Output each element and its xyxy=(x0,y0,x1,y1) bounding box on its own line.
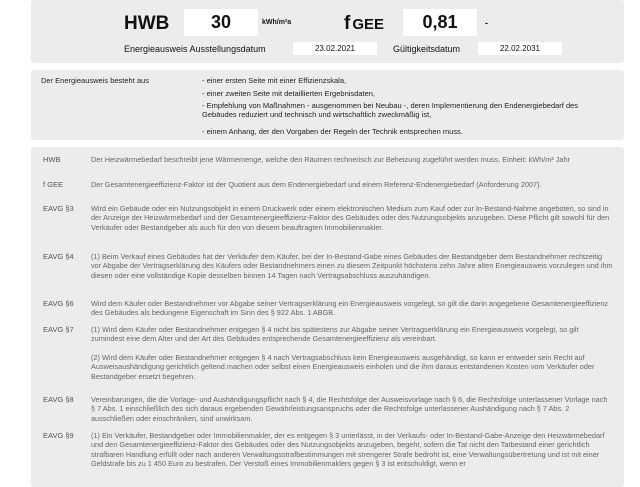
fgee-label xyxy=(344,13,384,35)
def-term-eavg8: EAVG §8 xyxy=(43,395,74,404)
fgee-value: 0,81 xyxy=(422,12,458,32)
def-term-hwb: HWB xyxy=(43,155,61,164)
def-text-eavg3: Wird ein Gebäude oder ein Nutzungsobjekt in einem Druckwerk oder einem elektronischen Medium zum Kauf oder zur In-Bestand-Nahme angeboten, so sind in der Anzeige der Heizwärmebedarf und der Gesamtenergieeffizienz-Faktor des Gebäudes oder des Nutzungsobjekts anzugeben. Diese Pflicht gilt sowohl für den Verkäufer oder Bestandgeber als auch für den von diesem beauftragten Immobilienmakler. xyxy=(91,204,610,232)
consists-item: - einem Anhang, der den Vorgaben der Regeln der Technik entsprechen muss. xyxy=(202,127,463,136)
consists-item: - Empfehlung von Maßnahmen - ausgenommen bei Neubau -, deren Implementierung den Endenergiebedarf des Gebäudes reduziert und technisch und wirtschaftlich zweckmäßig ist, xyxy=(202,101,579,120)
valid-date-label: Gültigkeitsdatum xyxy=(393,44,461,54)
valid-date-box xyxy=(478,42,562,55)
hwb-value: 30 xyxy=(210,12,232,32)
hwb-unit: kWh/m²a xyxy=(262,19,292,26)
def-term-eavg6: EAVG §6 xyxy=(43,299,74,308)
def-text-eavg7-2: (2) Wird dem Käufer oder Bestandnehmer entgegen § 4 nach Vertragsabschluss kein Energieausweis ausgehändigt, so kann er entweder sein Recht auf Ausweisaushändigung gerichtlich geltend machen oder selbst einen Energieausweis einholen und die ihm daraus entstandenen Kosten vom Verkäufer oder Bestandgeber ersetzt begehren. xyxy=(91,353,595,381)
issue-date-box xyxy=(293,42,377,55)
def-term-fgee: f GEE xyxy=(43,180,64,189)
consists-item: - einer ersten Seite mit einer Effizienzskala, xyxy=(202,76,347,85)
consists-item: - einer zweiten Seite mit detaillierten Ergebnisdaten, xyxy=(202,89,376,98)
def-term-eavg4: EAVG §4 xyxy=(43,252,74,261)
fgee-label-f: f xyxy=(344,13,351,34)
issue-date: 23.02.2021 xyxy=(314,44,356,53)
def-text-hwb: Der Heizwärmebedarf beschreibt jene Wärmemenge, welche den Räumen rechnerisch zur Beheizung zugeführt werden muss. Einheit: kWh/m² Jahr xyxy=(91,155,570,164)
def-term-eavg7: EAVG §7 xyxy=(43,325,74,334)
definitions-panel xyxy=(31,147,624,487)
def-text-eavg8: Vereinbarungen, die die Vorlage- und Aushändigungspflicht nach § 4, die Rechtsfolge der Ausweisvorlage nach § 6, die Rechtsfolge unterlassener Vorlage nach § 7 Abs. 1 einschließlich des sich daraus ergebenden Gewährleistungsanspruchs oder die Rechtsfolge unterlassener Aushändigung nach § 7 Abs. 2 ausschließen oder einschränken, sind unwirksam. xyxy=(91,395,608,423)
def-text-eavg7-1: (1) Wird dem Käufer oder Bestandnehmer entgegen § 4 nicht bis spätestens zur Abgabe seiner Vertragserklärung ein Energieausweis vorgelegt, so gilt zumindest eine dem Alter und der Art des Gebäudes entsprechende Gesamtenergieeffizienz als vereinbart. xyxy=(91,325,579,344)
def-term-eavg3: EAVG §3 xyxy=(43,204,74,213)
def-text-eavg9: (1) Ein Verkäufer, Bestandgeber oder Immobilienmakler, der es entgegen § 3 unterlässt, in der Verkaufs- oder In-Bestand-Gabe-Anzeige den Heizwärmebedarf und den Gesamtenergieeffizienz-Faktor des Gebäudes oder des Nutzungsobjekts anzugeben, begeht, sofern die Tat nicht den Tatbestand einer gerichtlich strafbaren Handlung erfüllt oder nach anderen Verwaltungsstrafbestimmungen mit strengerer Strafe bedroht ist, eine Verwaltungsübertretung und ist mit einer Geldstrafe bis zu 1 450 Euro zu bestrafen. Der Verstoß eines Immobilienmaklers gegen § 3 ist entschuldigt, wenn er xyxy=(91,431,605,468)
fgee-unit: - xyxy=(485,18,488,28)
valid-date: 22.02.2031 xyxy=(499,44,541,53)
def-term-eavg9: EAVG §9 xyxy=(43,431,74,440)
fgee-value-box xyxy=(403,9,477,36)
def-text-eavg4: (1) Beim Verkauf eines Gebäudes hat der Verkäufer dem Käufer, bei der In-Bestand-Gabe eines Gebäudes der Bestandgeber dem Bestandnehmer rechtzeitig vor Abgabe der Vertragserklärung des Käufers oder Bestandnehmers einen zu diesem Zeitpunkt höchstens zehn Jahre alten Energieausweis vorzulegen und ihm diesen oder eine vollständige Kopie desselben binnen 14 Tagen nach Vertragsabschluss auszuhändigen. xyxy=(91,252,613,280)
def-text-fgee: Der Gesamtenergieeffizienz-Faktor ist der Quotient aus dem Endenergiebedarf und einem Referenz-Endenergiebedarf (Anforderung 2007). xyxy=(91,180,542,189)
issue-date-label: Energieausweis Ausstellungsdatum xyxy=(124,44,266,54)
hwb-value-box xyxy=(184,9,258,36)
key-values-panel xyxy=(31,0,624,63)
hwb-label: HWB xyxy=(124,13,170,34)
consists-label: Der Energieausweis besteht aus xyxy=(41,76,149,85)
def-text-eavg6: Wird dem Käufer oder Bestandnehmer vor Abgabe seiner Vertragserklärung ein Energieausweis vorgelegt, so gilt die darin angegebene Gesamtenergieeffizienz des Gebäudes als bedungene Eigenschaft im Sinn des § 922 Abs. 1 ABGB. xyxy=(91,299,609,318)
consists-of-panel xyxy=(31,70,624,140)
fgee-label-sub: GEE xyxy=(352,16,385,33)
